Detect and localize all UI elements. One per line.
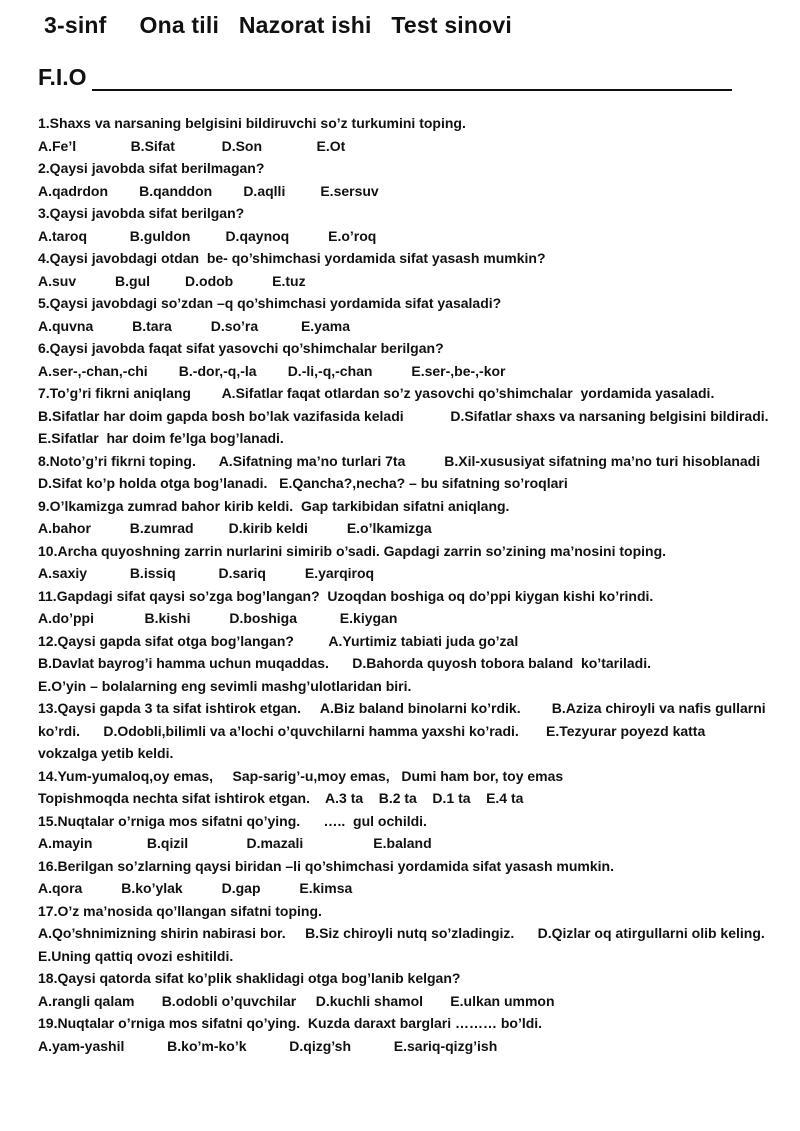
text-line: ko’rdi. D.Odobli,bilimli va a’lochi o’quvchilarni hamma yaxshi ko’radi. E.Tezyurar poyezd katta <box>38 722 706 739</box>
text-line: A.rangli qalam B.odobli o’quvchilar D.kuchli shamol E.ulkan ummon <box>38 992 555 1009</box>
text-line: A.ser-,-chan,-chi B.-dor,-q,-la D.-li,-q,-chan E.ser-,be-,-kor <box>38 362 506 379</box>
text-line: 2.Qaysi javobda sifat berilmagan? <box>38 160 265 176</box>
text-line: B.Davlat bayrog’i hamma uchun muqaddas. D.Bahorda quyosh tobora baland ko’tariladi. <box>38 655 651 671</box>
text-line: 3.Qaysi javobda sifat berilgan? <box>38 205 245 221</box>
text-line: B.Sifatlar har doim gapda bosh bo’lak vazifasida keladi D.Sifatlar shaxs va narsaning belgisini bildiradi. <box>38 407 769 424</box>
text-line: A.Fe’l B.Sifat D.Son E.Ot <box>38 137 346 154</box>
text-line: A.yam-yashil B.ko’m-ko’k D.qizg’sh E.sariq-qizg’ish <box>38 1037 498 1054</box>
text-line: 14.Yum-yumaloq,oy emas, Sap-sarig’-u,moy emas, Dumi ham bor, toy emas <box>38 767 564 784</box>
text-line: 13.Qaysi gapda 3 ta sifat ishtirok etgan. A.Biz baland binolarni ko’rdik. B.Aziza chiroyli va nafis gullarni <box>38 700 766 716</box>
text-line: 16.Berilgan so’zlarning qaysi biridan –li qo’shimchasi yordamida sifat yasash mumkin. <box>38 857 614 874</box>
text-line: A.Qo’shnimizning shirin nabirasi bor. B.Siz chiroyli nutq so’zladingiz. D.Qizlar oq atirgullarni olib keling. <box>38 925 765 941</box>
text-line: A.suv B.gul D.odob E.tuz <box>38 272 306 289</box>
text-line: A.taroq B.guldon D.qaynoq E.o’roq <box>38 227 377 244</box>
text-line: A.quvna B.tara D.so’ra E.yama <box>38 317 350 334</box>
text-line: 18.Qaysi qatorda sifat ko’plik shaklidagi otga bog’lanib kelgan? <box>38 970 461 986</box>
text-line: E.Sifatlar har doim fe’lga bog’lanadi. <box>38 430 284 446</box>
text-line: 15.Nuqtalar o’rniga mos sifatni qo’ying. ….. gul ochildi. <box>38 812 427 829</box>
text-line: 1.Shaxs va narsaning belgisini bildiruvchi so’z turkumini toping. <box>38 115 466 131</box>
text-line: 4.Qaysi javobdagi otdan be- qo’shimchasi yordamida sifat yasash mumkin? <box>38 250 546 266</box>
text-line: 11.Gapdagi sifat qaysi so’zga bog’langan? Uzoqdan boshiga oq do’ppi kiygan kishi ko’rindi. <box>38 587 654 604</box>
text-line: 19.Nuqtalar o’rniga mos sifatni qo’ying. Kuzda daraxt barglari ……… bo’ldi. <box>38 1015 543 1031</box>
text-line: E.O’yin – bolalarning eng sevimli mashg’ulotlaridan biri. <box>38 677 412 694</box>
text-line: Topishmoqda nechta sifat ishtirok etgan. A.3 ta B.2 ta D.1 ta E.4 ta <box>38 790 524 806</box>
text-line: 10.Archa quyoshning zarrin nurlarini simirib o’sadi. Gapdagi zarrin so’zining ma’nosini toping. <box>38 542 667 559</box>
text-line: 7.To’g’ri fikrni aniqlang A.Sifatlar faqat otlardan so’z yasovchi qo’shimchalar yordamida yasaladi. <box>38 385 715 401</box>
text-line: 8.Noto’g’ri fikrni toping. A.Sifatning ma’no turlari 7ta B.Xil-xususiyat sifatning ma’no turi hisoblanadi <box>38 452 761 469</box>
text-line: 6.Qaysi javobda faqat sifat yasovchi qo’shimchalar berilgan? <box>38 340 444 356</box>
text-line: vokzalga yetib keldi. <box>38 745 174 761</box>
text-line: 9.O’lkamizga zumrad bahor kirib keldi. Gap tarkibidan sifatni aniqlang. <box>38 497 510 514</box>
text-line: 12.Qaysi gapda sifat otga bog’langan? A.Yurtimiz tabiati juda go’zal <box>38 632 519 649</box>
text-line: A.mayin B.qizil D.mazali E.baland <box>38 835 432 851</box>
fio-label: F.I.O <box>38 64 87 90</box>
text-line: E.Uning qattiq ovozi eshitildi. <box>38 947 234 964</box>
text-line: D.Sifat ko’p holda otga bog’lanadi. E.Qancha?,necha? – bu sifatning so’roqlari <box>38 475 568 491</box>
questions-list <box>38 112 778 1057</box>
text-line: 5.Qaysi javobdagi so’zdan –q qo’shimchasi yordamida sifat yasaladi? <box>38 295 502 311</box>
text-line: A.do’ppi B.kishi D.boshiga E.kiygan <box>38 610 398 626</box>
text-line: A.qora B.ko’ylak D.gap E.kimsa <box>38 880 353 896</box>
text-line: A.bahor B.zumrad D.kirib keldi E.o’lkamizga <box>38 520 432 536</box>
text-line: 17.O’z ma’nosida qo’llangan sifatni toping. <box>38 902 322 919</box>
text-line: A.qadrdon B.qanddon D.aqlli E.sersuv <box>38 182 379 199</box>
text-line: A.saxiy B.issiq D.sariq E.yarqiroq <box>38 565 375 581</box>
page-title: 3-sinf Ona tili Nazorat ishi Test sinovi <box>44 12 512 38</box>
fio-answer-line <box>92 89 732 91</box>
